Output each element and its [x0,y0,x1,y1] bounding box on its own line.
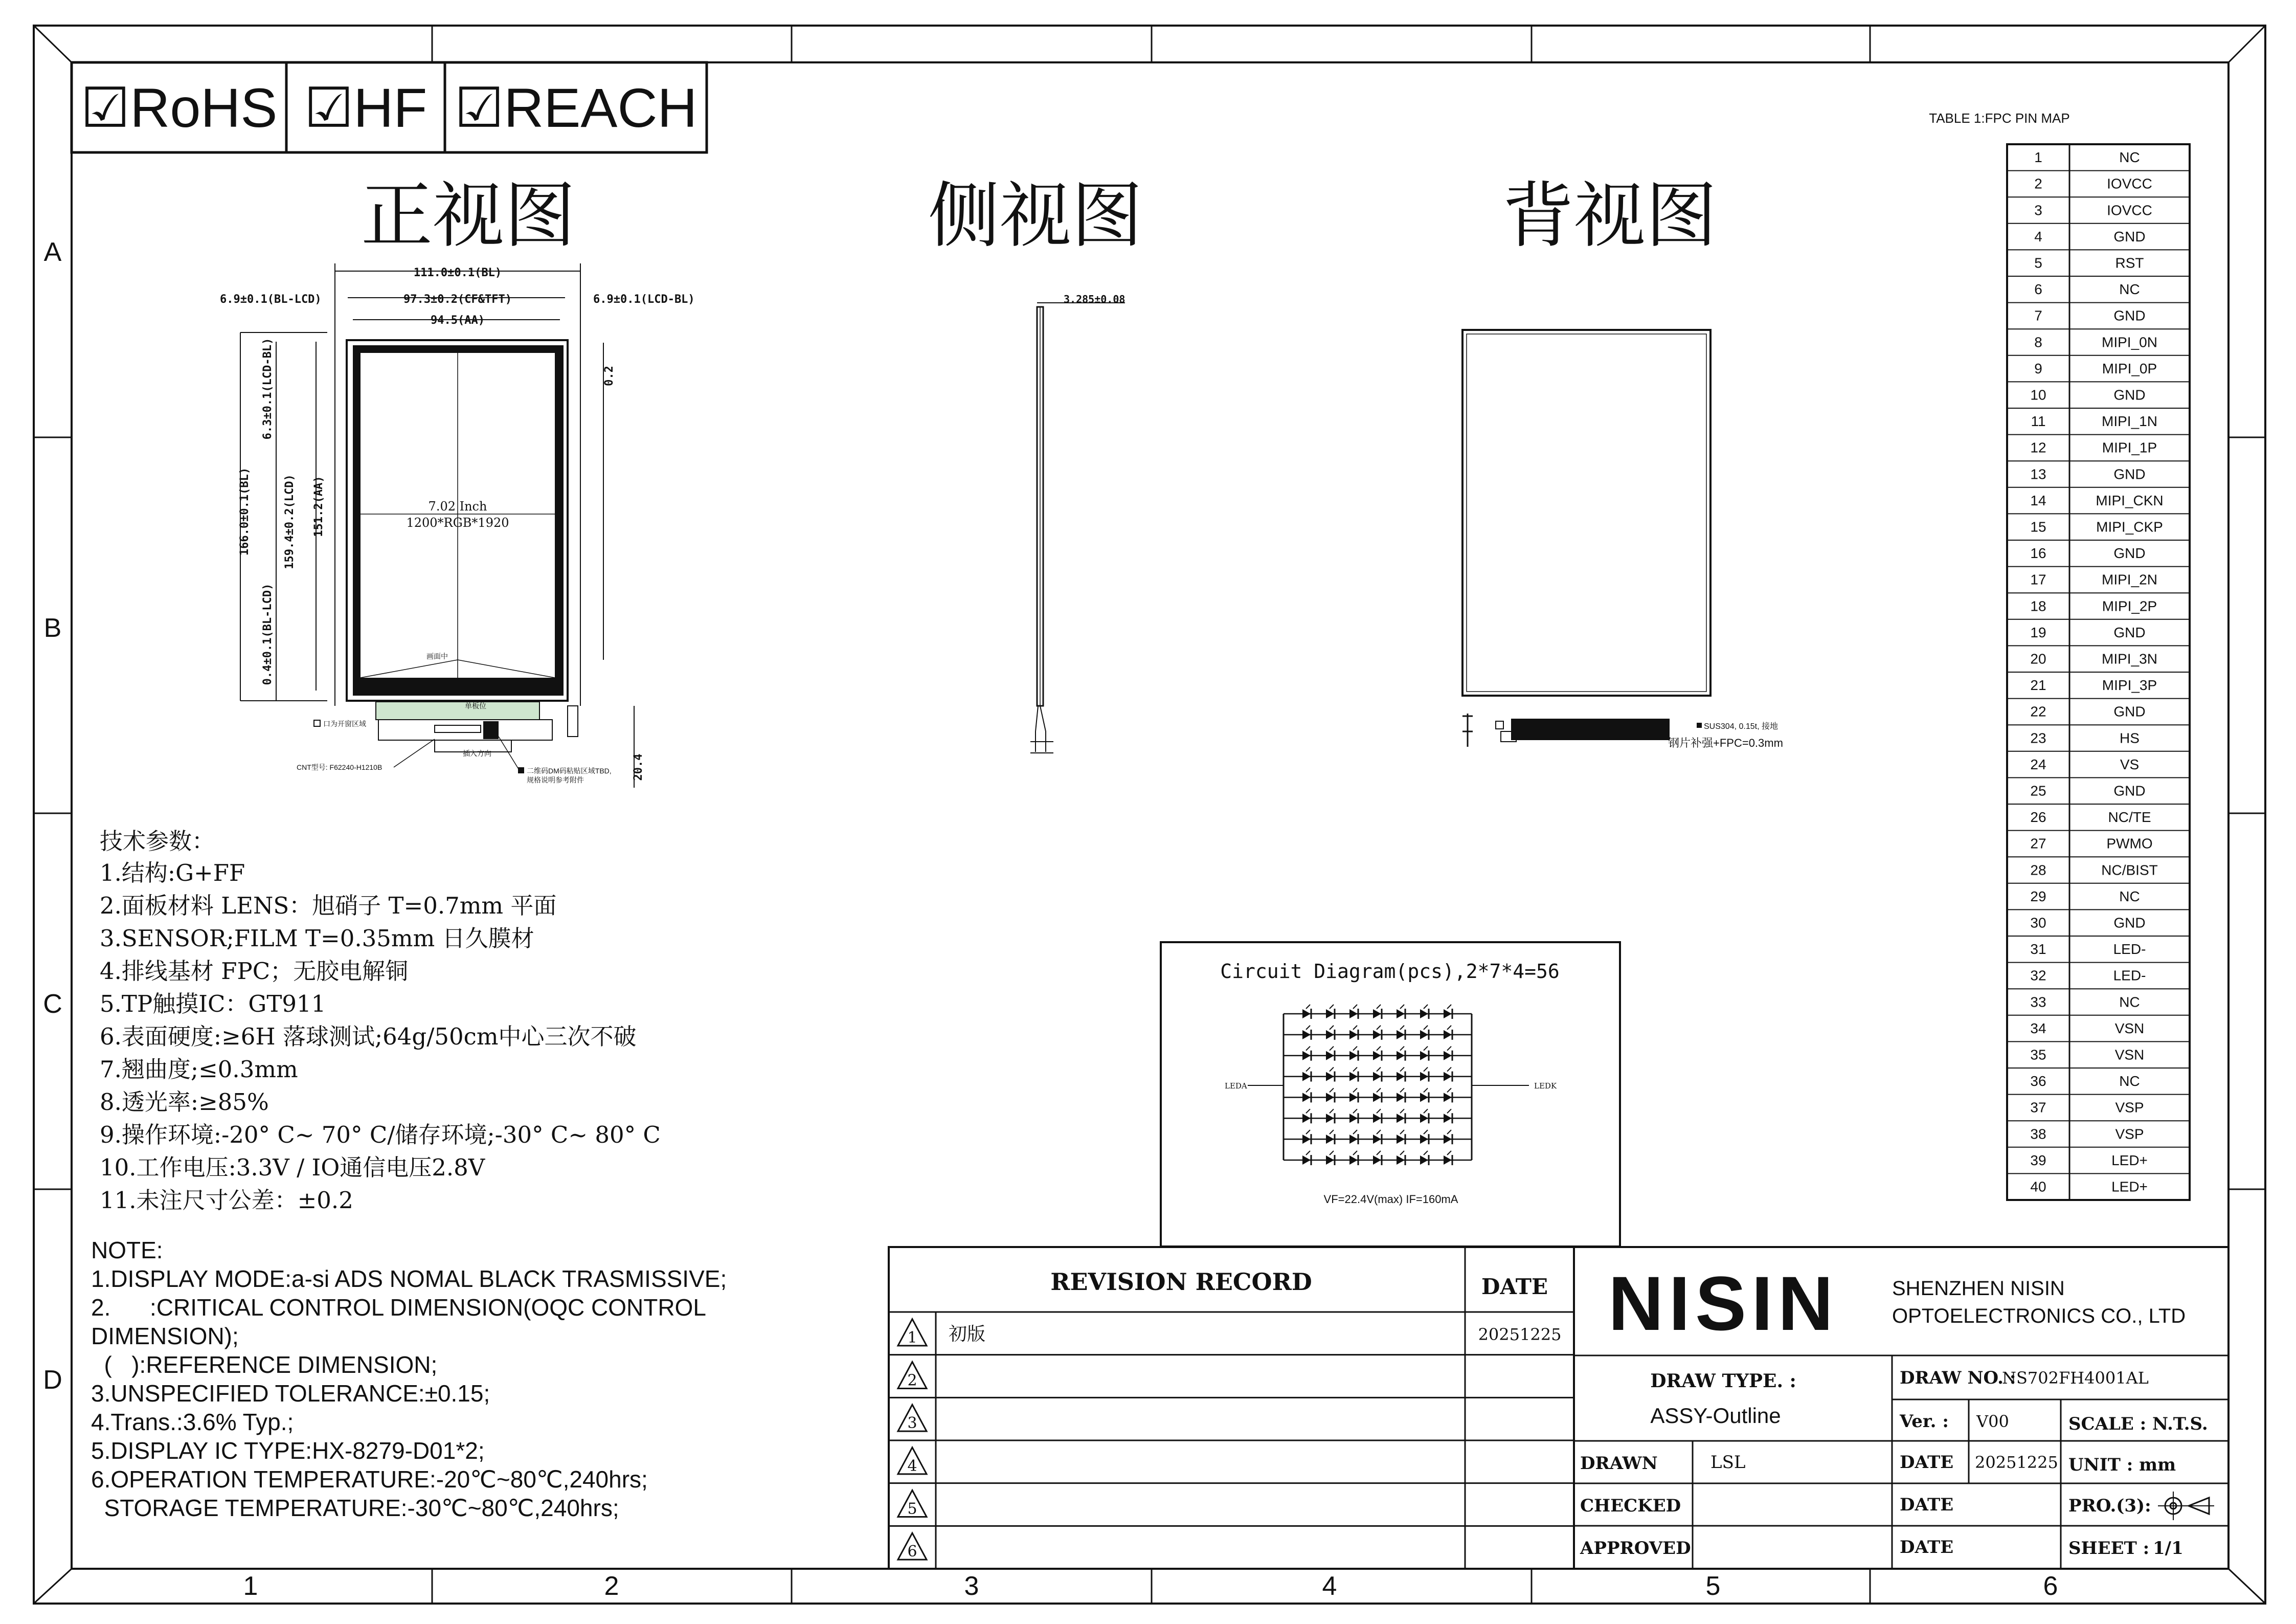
pin-name: GND [2113,387,2146,403]
led-icon [1349,1114,1358,1123]
led-icon [1326,1030,1334,1039]
size-label: 7.02 Inch [428,499,487,514]
dim-total-width: 111.0±0.1(BL) [413,266,502,279]
compliance-badges [72,62,707,152]
company-name-1: SHENZHEN NISIN [1892,1277,2065,1300]
led-icon [1302,1030,1311,1039]
pin-name: IOVCC [2107,202,2152,218]
pin-number: 14 [2030,492,2046,508]
dim-lcd-height: 159.4±0.2(LCD) [283,474,296,569]
led-icon [1420,1009,1428,1018]
side-view-title: 侧视图 [928,174,1143,258]
row-label-b: B [43,613,62,643]
pin-number: 2 [2034,175,2042,192]
spec-item-7: 7.翘曲度;≤0.3mm [100,1056,298,1083]
pin-number: 17 [2030,571,2046,588]
checked-date-label: DATE [1900,1495,1954,1515]
ver-label: Ver. : [1900,1411,1949,1432]
col-label-6: 6 [2043,1571,2058,1601]
led-icon [1397,1009,1405,1018]
revision-mark: 4 [907,1457,917,1475]
revision-mark: 1 [907,1328,917,1347]
revision-mark: 3 [907,1414,917,1433]
note-line-4: ( ):REFERENCE DIMENSION; [91,1351,438,1378]
led-icon [1373,1093,1381,1102]
led-icon [1444,1114,1452,1123]
rohs-badge: ☑RoHS [80,77,278,139]
led-icon [1326,1155,1334,1165]
circuit-diagram [1161,942,1620,1247]
title-block [1574,1247,2229,1569]
pin-number: 9 [2034,360,2042,376]
pin-name: VSN [2114,1047,2145,1063]
pin-name: MIPI_2P [2102,598,2157,614]
pin-number: 6 [2034,281,2042,298]
led-icon [1302,1051,1311,1060]
pin-name: NC [2119,1073,2140,1089]
approved-date-label: DATE [1900,1537,1954,1558]
pin-name: NC/TE [2108,809,2151,826]
approved-label: APPROVED [1580,1538,1691,1559]
led-icon [1373,1114,1381,1123]
led-icon [1397,1155,1405,1165]
col-label-5: 5 [1705,1571,1721,1601]
pin-name: HS [2120,730,2140,746]
led-icon [1444,1155,1452,1165]
pin-number: 13 [2030,466,2046,482]
reach-badge: ☑REACH [454,77,697,139]
circuit-title: Circuit Diagram(pcs),2*7*4=56 [1220,960,1560,983]
pin-name: MIPI_2N [2102,571,2157,588]
led-icon [1444,1051,1452,1060]
pin-number: 26 [2030,809,2046,826]
pin-name: GND [2113,783,2146,799]
dim-aa-width: 94.5(AA) [431,314,485,327]
checked-label: CHECKED [1580,1496,1681,1516]
dim-cf-width: 97.3±0.2(CF&TFT) [403,293,512,306]
led-icon [1349,1155,1358,1165]
note-line-9: STORAGE TEMPERATURE:-30℃~80℃,240hrs; [91,1495,619,1521]
led-icon [1373,1009,1381,1018]
col-label-3: 3 [964,1571,979,1601]
pin-number: 36 [2030,1073,2046,1089]
scale-label: SCALE : N.T.S. [2068,1414,2208,1434]
pin-table-title: TABLE 1:FPC PIN MAP [1929,110,2070,126]
revision-text: 初版 [949,1323,986,1345]
spec-item-11: 11.未注尺寸公差：±0.2 [100,1187,353,1214]
pin-name: GND [2113,545,2146,562]
col-label-4: 4 [1322,1571,1337,1601]
spec-item-5: 5.TP触摸IC：GT911 [100,990,326,1017]
drawn-value: LSL [1710,1452,1746,1473]
note-line-2: 2. :CRITICAL CONTROL DIMENSION(OQC CONTROL [91,1294,706,1321]
pin-number: 21 [2030,677,2046,694]
sheet-value: 1/1 [2153,1538,2184,1559]
pin-name: VSP [2115,1126,2144,1142]
note-line-5: 3.UNSPECIFIED TOLERANCE:±0.15; [91,1380,490,1407]
pin-number: 3 [2034,202,2042,218]
led-icon [1302,1093,1311,1102]
pin-number: 15 [2030,519,2046,535]
led-icon [1302,1009,1311,1018]
spec-item-6: 6.表面硬度:≥6H 落球测试;64g/50cm中心三次不破 [100,1023,637,1050]
led-icon [1420,1072,1428,1081]
specs [100,828,661,1214]
drawn-date-value: 20251225 [1975,1453,2058,1472]
col-label-2: 2 [604,1571,619,1601]
led-icon [1302,1134,1311,1144]
unit-label: UNIT : mm [2068,1455,2176,1475]
spec-item-8: 8.透光率:≥85% [100,1088,269,1116]
pin-name: VS [2120,756,2140,772]
sheet-label: SHEET : [2068,1538,2150,1559]
pin-number: 12 [2030,439,2046,456]
stiffener-note: SUS304, 0.15t, 接地 [1704,722,1778,731]
revision-header: REVISION RECORD [1050,1268,1312,1296]
row-label-d: D [43,1365,62,1395]
pin-name: GND [2113,307,2146,324]
pin-number: 19 [2030,624,2046,640]
leda-label: LEDA [1225,1081,1247,1091]
side-view [1030,293,1125,753]
spec-item-3: 3.SENSOR;FILM T=0.35mm 日久膜材 [100,925,534,952]
fpc-thickness-note: 钢片补强+FPC=0.3mm [1668,737,1783,749]
pin-name: PWMO [2106,835,2153,852]
pin-name: MIPI_3N [2102,651,2157,667]
drawn-date-label: DATE [1900,1452,1954,1473]
led-icon [1397,1114,1405,1123]
pin-number: 32 [2030,967,2046,984]
led-icon [1420,1030,1428,1039]
pin-number: 39 [2030,1152,2046,1168]
led-icon [1420,1051,1428,1060]
spec-item-9: 9.操作环境:-20° C~ 70° C/储存环境;-30° C~ 80° C [100,1121,661,1148]
pin-name: MIPI_3P [2102,677,2157,694]
dim-aa-height: 151.2(AA) [312,476,325,537]
note-line-7: 5.DISPLAY IC TYPE:HX-8279-D01*2; [91,1437,485,1464]
pin-name: LED+ [2111,1152,2148,1168]
dim-right-offset: 6.9±0.1(LCD-BL) [593,293,695,306]
pin-name: LED+ [2111,1178,2148,1195]
led-icon [1420,1155,1428,1165]
led-array [1284,1005,1472,1165]
pin-name: VSN [2114,1020,2145,1036]
pin-name: GND [2113,703,2146,720]
insert-direction-note: 插入方向 [463,749,491,758]
led-icon [1349,1093,1358,1102]
led-icon [1349,1009,1358,1018]
row-label-c: C [43,989,62,1019]
ver-value: V00 [1976,1412,2009,1431]
revision-mark: 2 [907,1371,917,1390]
front-view-title: 正视图 [361,174,576,258]
qr-note-1: 二维码DM码粘贴区域TBD, [527,767,612,775]
pin-number: 18 [2030,598,2046,614]
col-label-1: 1 [243,1571,258,1601]
fpc-label: 单板位 [465,702,486,710]
led-icon [1373,1072,1381,1081]
dim-left-offset: 6.9±0.1(BL-LCD) [220,293,322,306]
led-icon [1326,1114,1334,1123]
spec-item-1: 1.结构:G+FF [100,859,245,886]
draw-no-value: NS702FH4001AL [2002,1368,2149,1388]
led-icon [1349,1134,1358,1144]
pin-name: GND [2113,624,2146,640]
pin-name: MIPI_CKN [2096,492,2164,508]
pin-number: 28 [2030,862,2046,878]
led-icon [1326,1009,1334,1018]
led-icon [1444,1134,1452,1144]
dim-top-offset: 6.3±0.1(LCD-BL) [261,338,274,440]
led-icon [1444,1093,1452,1102]
projection-symbol-icon [2158,1492,2214,1520]
led-icon [1302,1114,1311,1123]
led-icon [1444,1009,1452,1018]
led-icon [1397,1134,1405,1144]
dim-fpc-length: 20.4 [632,753,645,781]
led-icon [1349,1051,1358,1060]
led-icon [1326,1093,1334,1102]
pin-number: 25 [2030,783,2046,799]
pin-name: NC [2119,994,2140,1010]
pin-number: 34 [2030,1020,2046,1036]
dim-bottom-offset: 0.4±0.1(BL-LCD) [261,583,274,685]
led-icon [1326,1051,1334,1060]
pin-name: GND [2113,228,2146,244]
projection-label: PRO.(3): [2068,1496,2151,1516]
pin-table [1929,110,2190,1200]
pin-number: 38 [2030,1126,2046,1142]
pin-number: 29 [2030,888,2046,904]
draw-no-label: DRAW NO. : [1900,1368,2016,1388]
pin-name: NC [2119,281,2140,298]
draw-type-value: ASSY-Outline [1650,1404,1781,1428]
led-icon [1373,1134,1381,1144]
pin-name: NC/BIST [2101,862,2158,878]
pin-name: VSP [2115,1099,2144,1116]
connector-note: CNT型号: F62240-H1210B [297,763,382,771]
pin-number: 16 [2030,545,2046,562]
pin-number: 22 [2030,703,2046,720]
pin-number: 1 [2034,149,2042,166]
back-view-title: 背视图 [1502,174,1718,258]
back-view [1462,330,1783,749]
pin-number: 8 [2034,334,2042,350]
revision-mark: 6 [907,1543,917,1561]
drawn-label: DRAWN [1580,1453,1658,1474]
notes [91,1237,727,1521]
open-area-note: 口为开窗区域 [323,720,366,728]
pin-name: NC [2119,888,2140,904]
revision-mark: 5 [907,1500,917,1518]
qr-note-2: 规格说明参考附件 [527,776,584,784]
pin-number: 11 [2031,413,2046,430]
pin-name: MIPI_0P [2102,360,2157,376]
led-icon [1373,1155,1381,1165]
pin-number: 35 [2030,1047,2046,1063]
led-icon [1444,1030,1452,1039]
pin-name: IOVCC [2107,175,2152,192]
dim-bl-height: 166.0±0.1(BL) [238,467,251,556]
pin-name: RST [2115,255,2144,271]
pin-number: 24 [2030,756,2046,772]
pin-name: MIPI_CKP [2096,519,2163,535]
pin-number: 10 [2030,387,2046,403]
resolution-label: 1200*RGB*1920 [406,516,509,530]
led-icon [1373,1051,1381,1060]
led-icon [1302,1155,1311,1165]
revision-record [889,1247,1574,1569]
pin-number: 20 [2030,651,2046,667]
note-line-8: 6.OPERATION TEMPERATURE:-20℃~80℃,240hrs; [91,1466,648,1493]
pin-name: NC [2119,149,2140,166]
pin-number: 23 [2030,730,2046,746]
circuit-footer: VF=22.4V(max) IF=160mA [1323,1193,1458,1206]
led-icon [1349,1030,1358,1039]
row-label-a: A [43,237,62,267]
company-logo: NISIN [1608,1260,1839,1346]
pin-name: MIPI_1P [2102,439,2157,456]
center-note: 画面中 [426,652,448,660]
pin-number: 31 [2030,941,2046,958]
pin-number: 33 [2030,994,2046,1010]
pin-number: 4 [2034,228,2042,244]
led-icon [1397,1072,1405,1081]
pin-name: LED- [2113,941,2146,958]
led-icon [1326,1072,1334,1081]
led-icon [1373,1030,1381,1039]
note-line-1: 1.DISPLAY MODE:a-si ADS NOMAL BLACK TRASMISSIVE; [91,1265,727,1292]
led-icon [1420,1134,1428,1144]
notes-title: NOTE: [91,1237,163,1263]
pin-name: MIPI_0N [2102,334,2157,350]
led-icon [1420,1093,1428,1102]
dim-top-gap: 0.2 [603,366,616,386]
dim-thickness: 3.285±0.08 [1064,293,1126,305]
pin-number: 37 [2030,1099,2046,1116]
pin-name: GND [2113,915,2146,931]
led-icon [1444,1072,1452,1081]
revision-date-header: DATE [1481,1274,1548,1299]
note-line-3: DIMENSION); [91,1323,239,1349]
front-view [220,263,695,788]
pin-number: 27 [2030,835,2046,852]
pin-number: 40 [2030,1178,2046,1195]
note-line-6: 4.Trans.:3.6% Typ.; [91,1409,294,1435]
spec-item-10: 10.工作电压:3.3V / IO通信电压2.8V [100,1154,485,1181]
led-icon [1397,1051,1405,1060]
revision-date: 20251225 [1478,1324,1562,1344]
spec-item-4: 4.排线基材 FPC；无胶电解铜 [100,958,409,985]
pin-name: GND [2113,466,2146,482]
led-icon [1397,1030,1405,1039]
pin-number: 5 [2034,255,2042,271]
led-icon [1349,1072,1358,1081]
pin-number: 7 [2034,307,2042,324]
led-icon [1397,1093,1405,1102]
pin-name: LED- [2113,967,2146,984]
pin-name: MIPI_1N [2102,413,2157,430]
specs-title: 技术参数： [100,828,215,855]
pin-number: 30 [2030,915,2046,931]
led-icon [1302,1072,1311,1081]
ledk-label: LEDK [1534,1081,1557,1091]
draw-type-label: DRAW TYPE. : [1650,1370,1796,1392]
company-name-2: OPTOELECTRONICS CO., LTD [1892,1305,2186,1327]
led-icon [1326,1134,1334,1144]
spec-item-2: 2.面板材料 LENS：旭硝子 T=0.7mm 平面 [100,892,557,919]
led-icon [1420,1114,1428,1123]
hf-badge: ☑HF [304,77,427,139]
